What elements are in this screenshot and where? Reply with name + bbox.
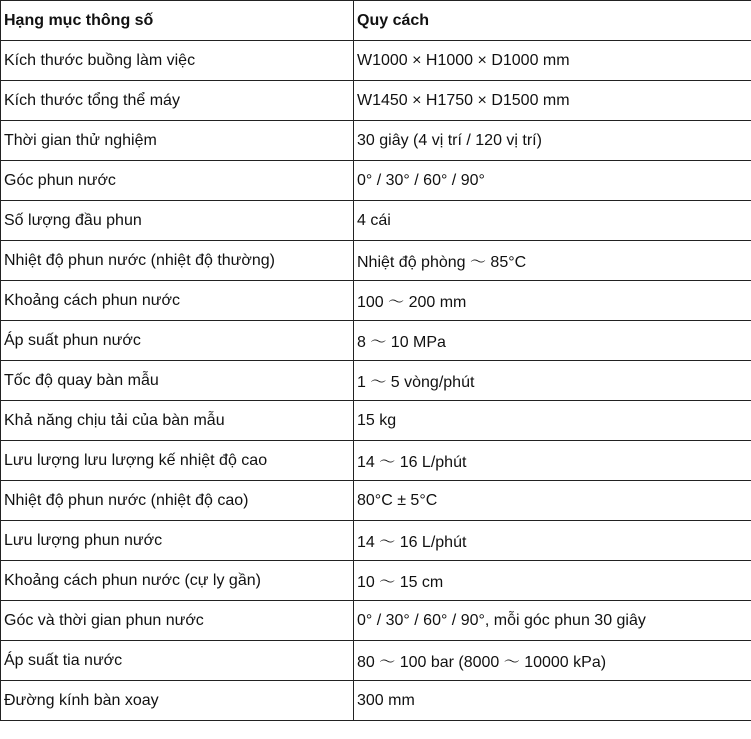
table-row [1, 681, 751, 721]
table-row [1, 561, 751, 601]
table-row [1, 201, 751, 241]
parameter-cell: Khoảng cách phun nước (cự ly gần) [1, 561, 354, 601]
parameter-cell: Số lượng đầu phun [1, 201, 354, 241]
parameter-cell: Khoảng cách phun nước [1, 281, 354, 321]
specification-cell: 80°C ± 5°C [354, 481, 751, 521]
table-row [1, 321, 751, 361]
table-body [1, 41, 751, 721]
table-row [1, 481, 751, 521]
specification-cell: 8 ～ 10 MPa [354, 321, 751, 361]
specification-cell: W1450 × H1750 × D1500 mm [354, 81, 751, 121]
parameter-cell: Thời gian thử nghiệm [1, 121, 354, 161]
table-row [1, 121, 751, 161]
table-row [1, 521, 751, 561]
specification-cell: 14 ～ 16 L/phút [354, 521, 751, 561]
parameter-cell: Lưu lượng lưu lượng kế nhiệt độ cao [1, 441, 354, 481]
specification-cell: 0° / 30° / 60° / 90°, mỗi góc phun 30 giây [354, 601, 751, 641]
table-row [1, 601, 751, 641]
specification-cell: W1000 × H1000 × D1000 mm [354, 41, 751, 81]
parameter-cell: Khả năng chịu tải của bàn mẫu [1, 401, 354, 441]
table-row [1, 161, 751, 201]
header-parameter: Hạng mục thông số [1, 1, 354, 41]
parameter-cell: Góc phun nước [1, 161, 354, 201]
table-row [1, 81, 751, 121]
specification-cell: 100 ～ 200 mm [354, 281, 751, 321]
parameter-cell: Áp suất phun nước [1, 321, 354, 361]
parameter-cell: Tốc độ quay bàn mẫu [1, 361, 354, 401]
table-row [1, 641, 751, 681]
specification-cell: 80 ～ 100 bar (8000 ～ 10000 kPa) [354, 641, 751, 681]
parameter-cell: Nhiệt độ phun nước (nhiệt độ cao) [1, 481, 354, 521]
table-row [1, 401, 751, 441]
specification-cell: 0° / 30° / 60° / 90° [354, 161, 751, 201]
parameter-cell: Góc và thời gian phun nước [1, 601, 354, 641]
specification-cell: 15 kg [354, 401, 751, 441]
header-specification: Quy cách [354, 1, 751, 41]
parameter-cell: Đường kính bàn xoay [1, 681, 354, 721]
specification-cell: 300 mm [354, 681, 751, 721]
specification-cell: Nhiệt độ phòng ～ 85°C [354, 241, 751, 281]
parameter-cell: Kích thước tổng thể máy [1, 81, 354, 121]
table-row [1, 361, 751, 401]
specification-cell: 10 ～ 15 cm [354, 561, 751, 601]
specification-cell: 4 cái [354, 201, 751, 241]
parameter-cell: Áp suất tia nước [1, 641, 354, 681]
parameter-cell: Kích thước buồng làm việc [1, 41, 354, 81]
parameter-cell: Lưu lượng phun nước [1, 521, 354, 561]
table-header-row [1, 1, 751, 41]
specification-cell: 30 giây (4 vị trí / 120 vị trí) [354, 121, 751, 161]
table-row [1, 441, 751, 481]
parameter-cell: Nhiệt độ phun nước (nhiệt độ thường) [1, 241, 354, 281]
table-row [1, 281, 751, 321]
specification-cell: 1 ～ 5 vòng/phút [354, 361, 751, 401]
table-row [1, 241, 751, 281]
table-row [1, 41, 751, 81]
specification-cell: 14 ～ 16 L/phút [354, 441, 751, 481]
